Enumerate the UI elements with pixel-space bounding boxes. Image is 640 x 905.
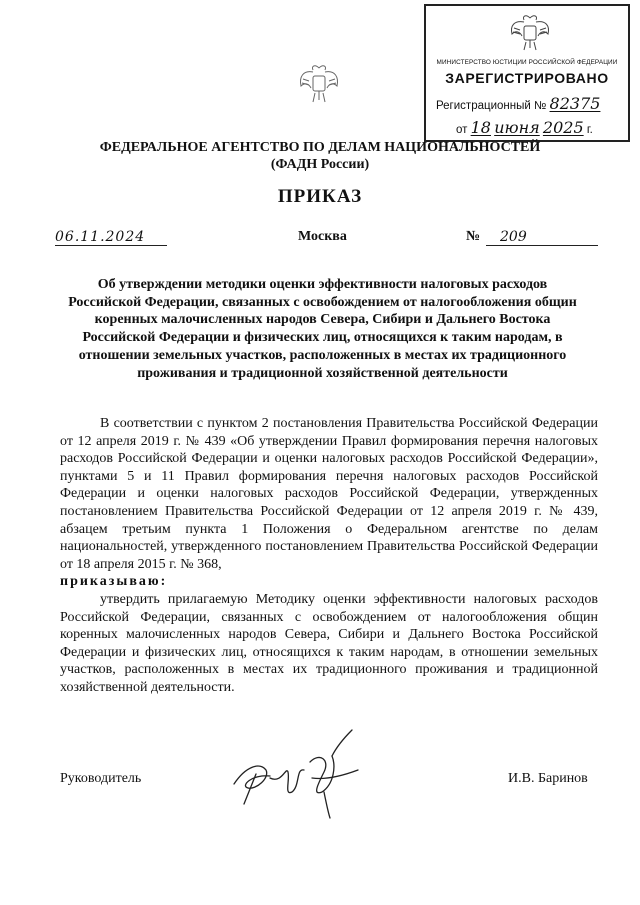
- handwritten-signature: [226, 726, 374, 820]
- preamble-paragraph: [60, 415, 598, 573]
- header-emblem-icon: [296, 62, 342, 106]
- stamp-date-month: июня: [494, 118, 540, 137]
- stamp-date-prefix: от: [456, 124, 468, 136]
- order-word-line: [60, 573, 598, 591]
- stamp-emblem-icon: [506, 12, 554, 54]
- order-subject: Об утверждении методики оценки эффективности налоговых расходов Российской Федерации, связанных с освобождением от налогообложения общин коренных малочисленных народов Севера, Сибири и Дальнего Востока Российской Федерации и физических лиц, относящихся к таким народам, в отношении земельных участков, расположенных в местах их традиционного проживания и традиционной хозяйственной деятельности: [68, 277, 577, 381]
- stamp-date-year: 2025: [542, 118, 584, 137]
- signatory-name: И.В. Баринов: [508, 771, 588, 786]
- order-number: 209: [486, 229, 598, 246]
- order-number-sign: №: [466, 229, 481, 244]
- order-city: Москва: [298, 229, 347, 244]
- stamp-status: ЗАРЕГИСТРИРОВАНО: [445, 70, 609, 86]
- stamp-date-suffix: г.: [586, 124, 593, 136]
- order-date: 06.11.2024: [55, 229, 167, 246]
- order-colon: :: [160, 574, 168, 590]
- registration-stamp: [424, 4, 630, 142]
- stamp-reg-label: Регистрационный №: [436, 100, 547, 112]
- decision-paragraph: утвердить прилагаемую Методику оценки эффективности налоговых расходов Российской Федерации, связанных с освобождением от налогообложения общин коренных малочисленных народов Севера, Сибири и Дальнего Востока Российской Федерации и физических лиц, относящихся к таким народам, в отношении земельных участков, расположенных в местах их традиционного проживания и традиционной хозяйственной деятельности.: [60, 591, 598, 695]
- preamble-text: В соответствии с пунктом 2 постановления Правительства Российской Федерации от 12 апреля 2019 г. № 439 «Об утверждении Правил формирования перечня налоговых расходов Российской Федерации и оценки налоговых расходов Российской Федерации», пунктами 5 и 11 Правил формирования перечня налоговых расходов Российской Федерации и оценки налоговых расходов Российской Федерации, утвержденных постановлением Правительства Российской Федерации от 12 апреля 2019 г. № 439, абзацем третьим пункта 1 Положения о Федеральном агентстве по делам национальностей, утвержденного постановлением Правительства Российской Федерации от 18 апреля 2015 г. № 368,: [60, 416, 598, 572]
- order-word: приказываю: [60, 574, 161, 590]
- order-body: [60, 415, 598, 697]
- agency-short-name: (ФАДН России): [270, 157, 370, 172]
- document-type: ПРИКАЗ: [277, 186, 363, 207]
- stamp-date-line: [456, 118, 593, 137]
- signatory-position: Руководитель: [60, 771, 142, 786]
- stamp-reg-number: 82375: [549, 94, 601, 113]
- agency-name: ФЕДЕРАЛЬНОЕ АГЕНТСТВО ПО ДЕЛАМ НАЦИОНАЛЬНОСТЕЙ: [99, 140, 541, 155]
- stamp-date-day: 18: [470, 118, 491, 137]
- stamp-reg-line: [436, 94, 600, 113]
- stamp-ministry: МИНИСТЕРСТВО ЮСТИЦИИ РОССИЙСКОЙ ФЕДЕРАЦИИ: [436, 59, 618, 66]
